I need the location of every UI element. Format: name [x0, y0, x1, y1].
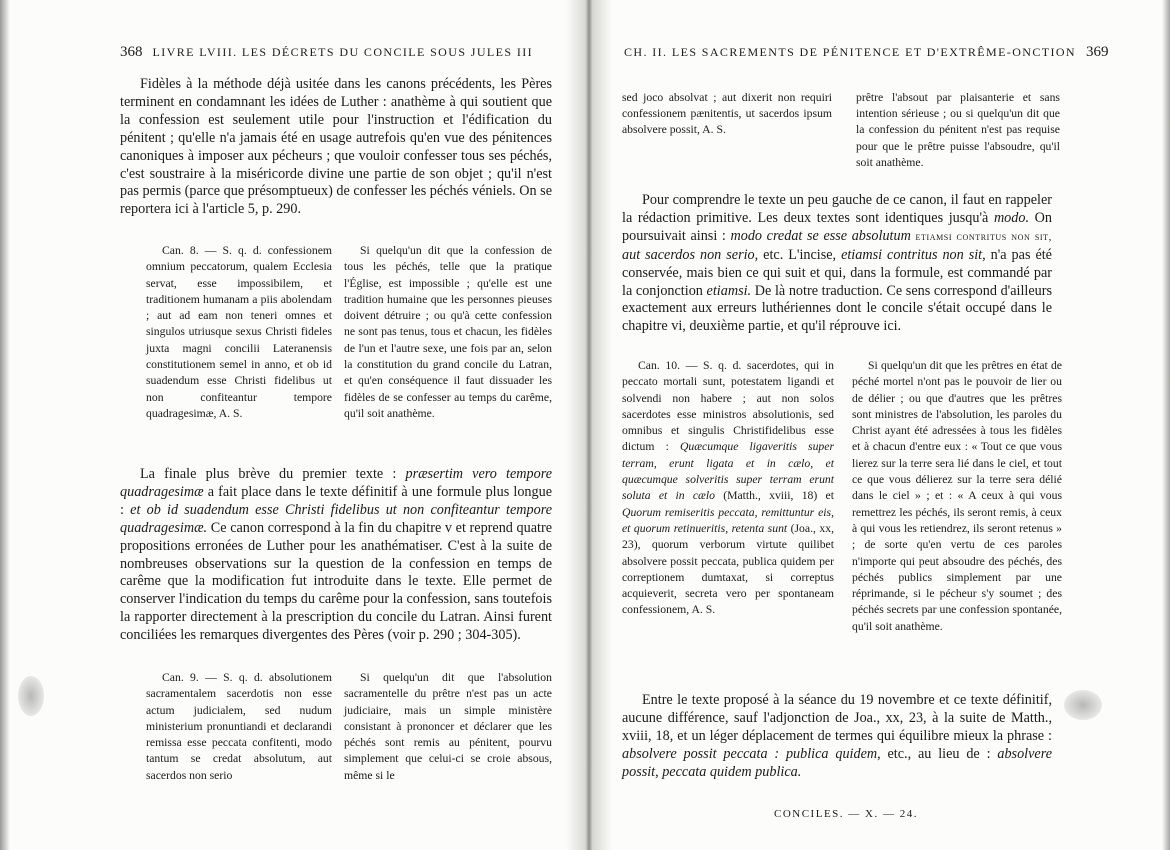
canon-9-french-cont: prêtre l'absout par plaisanterie et sans intention sérieuse ; ou si quelqu'un dit que la confession du pénitent n'est pas requise pour que le prêtre puisse l'absoudre, qu'il soit anathème. — [856, 90, 1060, 169]
canon-9-french-cont-column — [856, 78, 1060, 183]
running-head-title-left: LIVRE LVIII. LES DÉCRETS DU CONCILE SOUS JULES III — [152, 45, 534, 59]
book-gutter — [566, 0, 612, 850]
running-head-left — [120, 44, 533, 61]
canon-9-latin-cont-column — [622, 78, 832, 150]
canon-9-continued — [622, 78, 1060, 188]
running-head-right — [624, 44, 1109, 61]
commentary-paragraph: Pour comprendre le texte un peu gauche de ce canon, il faut en rappeler la rédaction primitive. Les deux textes sont identiques jusqu'à modo. On poursuivait ainsi : modo credat se esse absolutum etiamsi contritus non sit, aut sacerdos non serio, etc. L'incise, etiamsi contritus non sit, n'a pas été conservée, mais bien ce qui suit et qui, dans la formule, est commandé par la conjonction etiamsi. De là notre traduction. Ce sens correspond d'ailleurs exactement aux erreurs luthériennes dont le concile s'était occupé dans le chapitre vi, deuxième partie, et qu'il réprouve ici. — [622, 192, 1053, 335]
canon-8-latin-column — [146, 243, 332, 422]
finale-paragraph-block — [120, 466, 552, 645]
paper-blemish — [1064, 690, 1102, 720]
page-number-right: 369 — [1086, 44, 1109, 60]
canon-10-french-column — [852, 358, 1062, 635]
canon-9-latin: Can. 9. — S. q. d. absolutionem sacramentalem sacerdotis non esse actum judicialem, sed nudum ministerium pronuntiandi et declarandi remissa esse peccata confitenti, modo tantum se credat absolutum, aut sacerdos non serio — [146, 671, 332, 782]
signature-mark: CONCILES. — X. — 24. — [774, 808, 918, 820]
closing-block — [622, 692, 1052, 782]
canon-8-french-column — [344, 243, 552, 422]
canon-8 — [120, 243, 552, 443]
canon-9-french: Si quelqu'un dit que l'absolution sacramentelle du prêtre n'est pas un acte judiciaire, mais un simple ministère consistant à prononcer et déclarer que les péchés sont remis au pénitent, pourvu simplement que celui-ci se croie absous, même si le — [344, 671, 552, 782]
running-head-title-right: CH. II. LES SACREMENTS DE PÉNITENCE ET D'EXTRÊME-ONCTION — [624, 45, 1076, 59]
canon-10-latin: Can. 10. — S. q. d. sacerdotes, qui in peccato mortali sunt, potestatem ligandi et solvendi non habere ; aut non solos sacerdotes esse ministros absolutionis, sed omnibus et singulis Christifidelibus esse dictum : Quæcumque ligaveritis super terram, erunt ligata et in cælo, et quæcumque solveritis super terram erunt soluta et in cælo (Matth., xviii, 18) et Quorum remiseritis peccata, remittuntur eis, et quorum retinueritis, retenta sunt (Joa., xx, 23), quorum verborum virtute quilibet absolvere possit peccata, publica quidem per correptionem dumtaxat, si correptus acquieverit, secreta vero per spontaneam confessionem, A. S. — [622, 359, 834, 617]
right-page-edge — [1162, 0, 1170, 850]
finale-paragraph: La finale plus brève du premier texte : præsertim vero tempore quadragesimæ a fait place dans le texte définitif à une formule plus longue : et ob id suadendum esse Christi fidelibus ut non confiteantur tempore quadragesimæ. Ce canon correspond à la fin du chapitre v et reprend quatre propositions erronées de Luther pour les anathématiser. C'est à la suite de nombreuses observations sur la question de la confession en temps de carême que la modification fut introduite dans le texte. Elle permet de conserver l'indication du temps du carême pour la confession, sans toutefois la rapporter directement à la prescription du concile du Latran. Ainsi furent conciliées les remarques divergentes des Pères (voir p. 290 ; 304-305). — [120, 466, 552, 644]
closing-paragraph: Entre le texte proposé à la séance du 19 novembre et ce texte définitif, aucune différence, sauf l'adjonction de Joa., xx, 23, à la suite de Matth., xviii, 18, et un léger déplacement de termes qui équilibre mieux la phrase : absolvere possit peccata : publica quidem, etc., au lieu de : absolvere possit, peccata quidem publica. — [622, 692, 1052, 780]
canon-9 — [120, 670, 552, 790]
canon-8-latin: Can. 8. — S. q. d. confessionem omnium peccatorum, qualem Ecclesia servat, esse impossibilem, et traditionem humanam a piis abolendam ; aut ad eam non teneri omnes et singulos utriusque sexus Christi fideles juxta magni concilii Lateranensis constitutionem semel in anno, et ob id suadendum esse Christi fidelibus ut non confiteantur tempore quadragesimæ, A. S. — [146, 244, 332, 420]
canon-9-latin-column — [146, 670, 332, 784]
commentary-block — [622, 192, 1052, 336]
canon-9-latin-cont: sed joco absolvat ; aut dixerit non requiri confessionem pænitentis, ut sacerdos ipsum absolvere possit, A. S. — [622, 90, 832, 137]
canon-10-latin-column — [622, 358, 834, 619]
intro-paragraph: Fidèles à la méthode déjà usitée dans les canons précédents, les Pères terminent en condamnant les idées de Luther : anathème à qui soutient que la confession est seulement utile pour l'instruction et l'édification du pénitent ; qu'elle n'a jamais été en usage autrefois qu'en vue des pénitences canoniques à imposer aux pécheurs ; que vouloir confesser tous ses péchés, c'est soustraire à la miséricorde divine une partie de son objet ; qu'il n'est pas permis (parce que présomptueux) de confesser les péchés véniels. On se reportera ici à l'article 5, p. 290. — [120, 76, 552, 218]
canon-10 — [622, 358, 1062, 688]
left-page-edge — [0, 0, 10, 850]
page-number-left: 368 — [120, 44, 143, 60]
intro-paragraph-block — [120, 76, 552, 219]
canon-8-french: Si quelqu'un dit que la confession de tous les péchés, telle que la pratique l'Église, est impossible ; qu'elle est une tradition humaine que les personnes pieuses doivent détruire ; ou qu'à cette confession ne sont pas tenus, tous et chacun, les fidèles de l'un et l'autre sexe, une fois par an, selon la constitution du grand concile du Latran, et qu'en conséquence il faut dissuader les fidèles de se confesser au temps du carême, qu'il soit anathème. — [344, 244, 552, 420]
paper-blemish — [18, 676, 44, 716]
canon-9-french-column — [344, 670, 552, 784]
canon-10-french: Si quelqu'un dit que les prêtres en état de péché mortel n'ont pas le pouvoir de lier ou de délier ; ou que d'autres que les prêtres sont ministres de l'absolution, les paroles du Christ ayant été adressées à tous les fidèles et à chacun d'entre eux : « Tout ce que vous lierez sur la terre sera lié dans le ciel, et tout ce que vous délierez sur la terre sera délié dans le ciel » ; et : « A ceux à qui vous remettrez les péchés, ils seront remis, à ceux à qui vous les retiendrez, ils seront retenus » ; de sorte qu'en vertu de ces paroles n'importe qui peut absoudre des péchés, des péchés publics simplement par une réprimande, si le pécheur s'y soumet ; des péchés secrets par une confession spontanée, qu'il soit anathème. — [852, 359, 1062, 633]
